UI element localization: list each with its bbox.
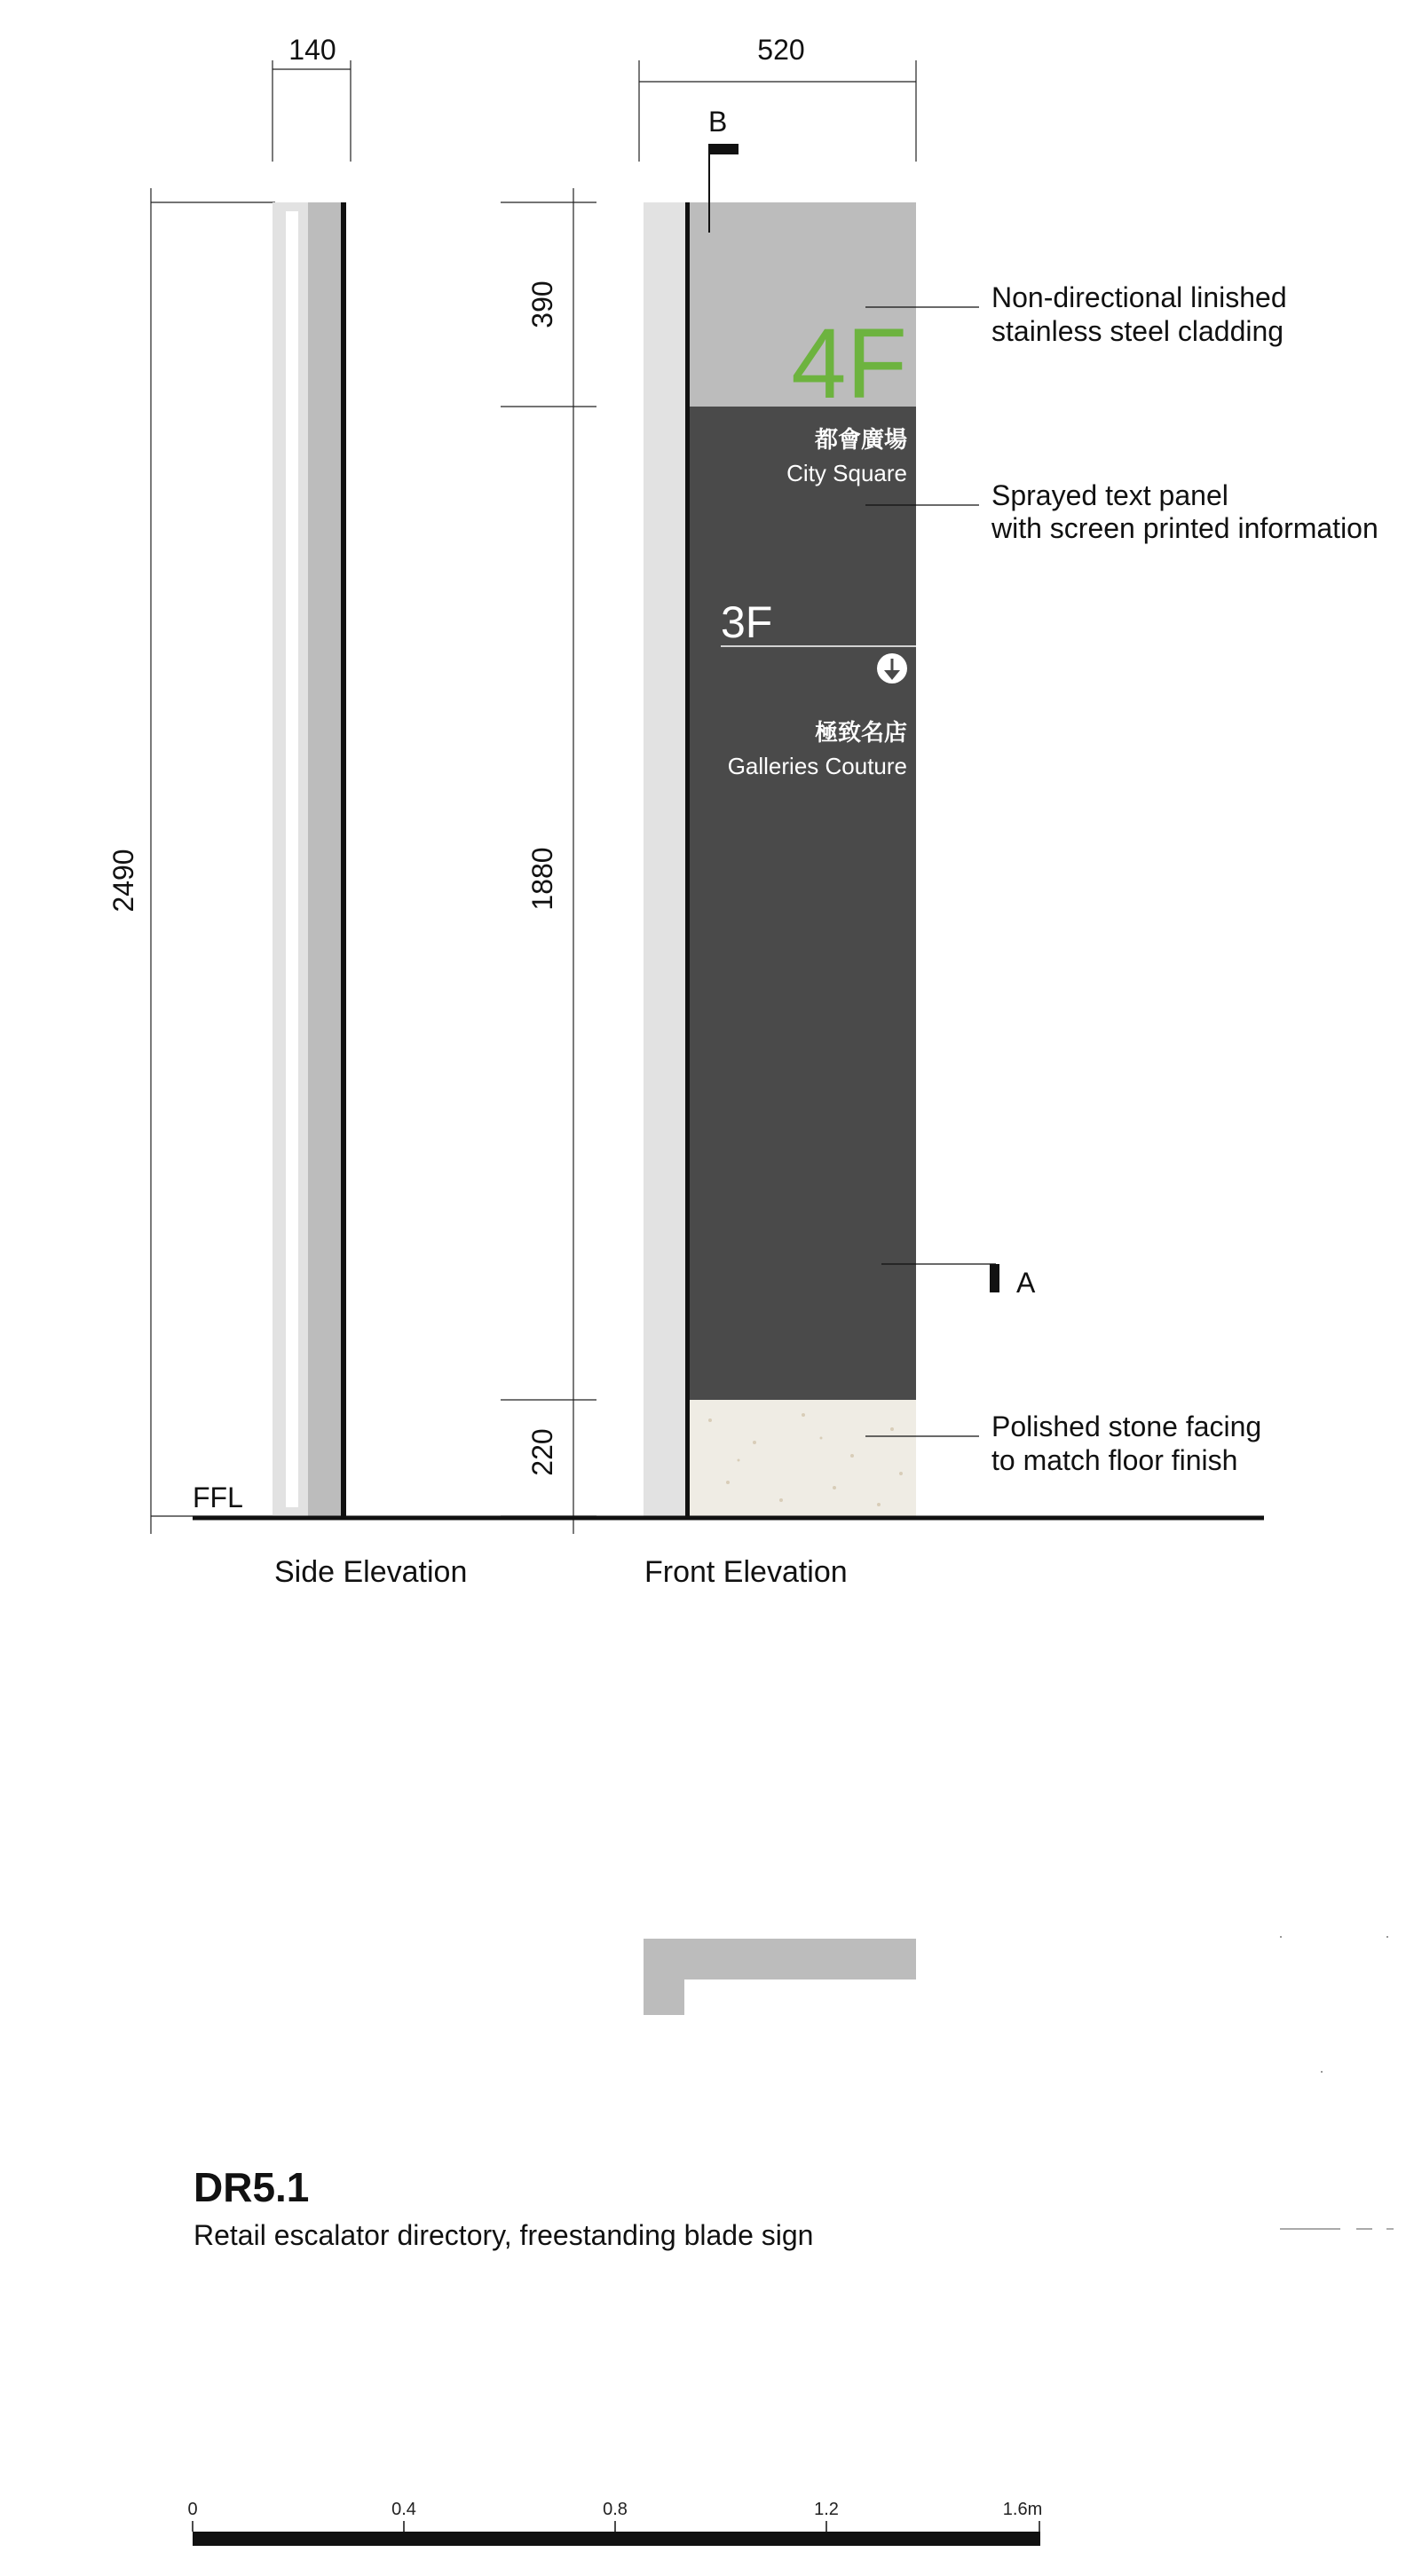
section-label-b: B (708, 106, 728, 138)
callout-middle-line2: with screen printed information (991, 512, 1378, 544)
scale-label-3: 1.2 (814, 2500, 839, 2519)
ffl-label: FFL (193, 1482, 243, 1513)
scale-bar (193, 2521, 1040, 2546)
callout-middle-line1: Sprayed text panel (991, 479, 1228, 511)
callout-base-line2: to match floor finish (991, 1444, 1238, 1476)
callout-top-line2: stainless steel cladding (991, 315, 1284, 347)
scale-label-1: 0.4 (391, 2500, 416, 2519)
scale-label-4: 1.6m (1002, 2500, 1043, 2519)
sign-dest2-cn: 極致名店 (814, 720, 907, 747)
drawing-code: DR5.1 (194, 2164, 310, 2210)
plan-view (644, 1939, 916, 2015)
scale-label-2: 0.8 (603, 2500, 628, 2519)
dim-total-height: 2490 (107, 849, 139, 913)
section-label-a: A (1016, 1267, 1036, 1299)
caption-side-elevation: Side Elevation (274, 1555, 468, 1589)
scale-label-0: 0 (187, 2500, 198, 2519)
sign-floor-top: 4F (791, 308, 907, 419)
dim-base-panel: 220 (526, 1428, 558, 1476)
arrow-down-circle-icon (877, 653, 907, 684)
sign-dest1-en: City Square (786, 460, 907, 486)
dim-side-width: 140 (288, 34, 336, 66)
drawing-description: Retail escalator directory, freestanding blade sign (194, 2219, 814, 2251)
caption-front-elevation: Front Elevation (644, 1555, 848, 1589)
dim-middle-panel: 1880 (526, 847, 558, 911)
side-elevation (273, 202, 346, 1516)
edge-marks (1280, 1936, 1394, 2229)
sign-dest2-en: Galleries Couture (727, 753, 907, 779)
sign-dest1-cn: 都會廣場 (814, 427, 907, 454)
callout-top-line1: Non-directional linished (991, 281, 1287, 313)
stone-base (690, 1400, 916, 1516)
sign-floor-mid: 3F (721, 597, 773, 647)
dim-top-panel: 390 (526, 281, 558, 328)
text-panel (690, 407, 916, 1400)
callout-base-line1: Polished stone facing (991, 1410, 1262, 1442)
dim-front-width: 520 (757, 34, 805, 66)
